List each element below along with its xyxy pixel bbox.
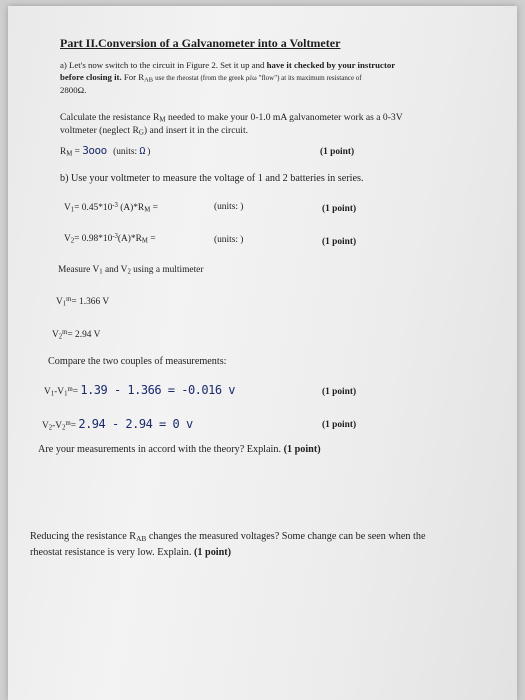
page-title: Part II.Conversion of a Galvanometer into a Voltmeter (60, 36, 341, 50)
diff-v1-handwritten: 1.39 - 1.366 = -0.016 v (80, 383, 236, 397)
rm-handwritten-unit: Ω (139, 146, 145, 157)
v2-formula-line: $V_2= 0.98*10^{-3}(A)*R_M$ = (64, 233, 156, 245)
accord-question: Are your measurements in accord with the theory? Explain. (1 point) (38, 444, 321, 455)
rheostat-question-line-1: Reducing the resistance $R_{AB}$ changes the measured voltages? Some change can be seen when the (30, 531, 426, 543)
worksheet-page (8, 6, 517, 700)
v2-points: (1 point) (322, 237, 357, 247)
diff-v2-points: (1 point) (322, 420, 357, 430)
v2m-line: $V_2^m= 2.94$ V (52, 329, 101, 341)
section-b-intro: b) Use your voltmeter to measure the voltage of 1 and 2 batteries in series. (60, 173, 364, 184)
v1-units: (units: ) (214, 202, 244, 212)
diff-v1-line: $V_1-V_1^m= 1.39 - 1.366 = -0.016$ v (44, 383, 236, 398)
section-a-line-1: a) Let's now switch to the circuit in Figure 2. Set it up and have it checked by your instructor (60, 60, 396, 70)
section-a-line-2: before closing it. For $R_{AB}$ use the rheostat (from the greek ρέω "flow") at its maximum resistance of (60, 72, 362, 84)
v2-units: (units: ) (214, 235, 244, 245)
section-a-line-3: 2800Ω. (60, 85, 87, 95)
v1-formula-line: $V_1= 0.45*10^{-3}$ $(A)*R_M$ = (64, 202, 158, 214)
calc-instruction-line-1: Calculate the resistance $R_M$ needed to make your 0-1.0 mA galvanometer work as a 0-3V (60, 112, 403, 124)
v1m-line: $V_1^m= 1.366$ V (56, 296, 110, 308)
rm-answer-line: $R_M = 3ooo$ (units: Ω ) (60, 144, 151, 158)
rm-handwritten-value: 3ooo (82, 144, 107, 157)
rm-points: (1 point) (320, 147, 355, 157)
calc-instruction-line-2: voltmeter (neglect $R_G$) and insert it in the circuit. (60, 125, 249, 137)
measure-instruction: Measure $V_1$ and $V_2$ using a multimeter (58, 265, 204, 276)
diff-v2-handwritten: 2.94 - 2.94 = 0 v (78, 417, 193, 431)
rheostat-question-line-2: rheostat resistance is very low. Explain. (1 point) (30, 547, 232, 558)
v1-points: (1 point) (322, 204, 357, 214)
compare-heading: Compare the two couples of measurements: (48, 356, 227, 367)
diff-v1-points: (1 point) (322, 387, 357, 397)
diff-v2-line: $V_2-V_2^m= 2.94 - 2.94 = 0$ v (42, 417, 193, 432)
